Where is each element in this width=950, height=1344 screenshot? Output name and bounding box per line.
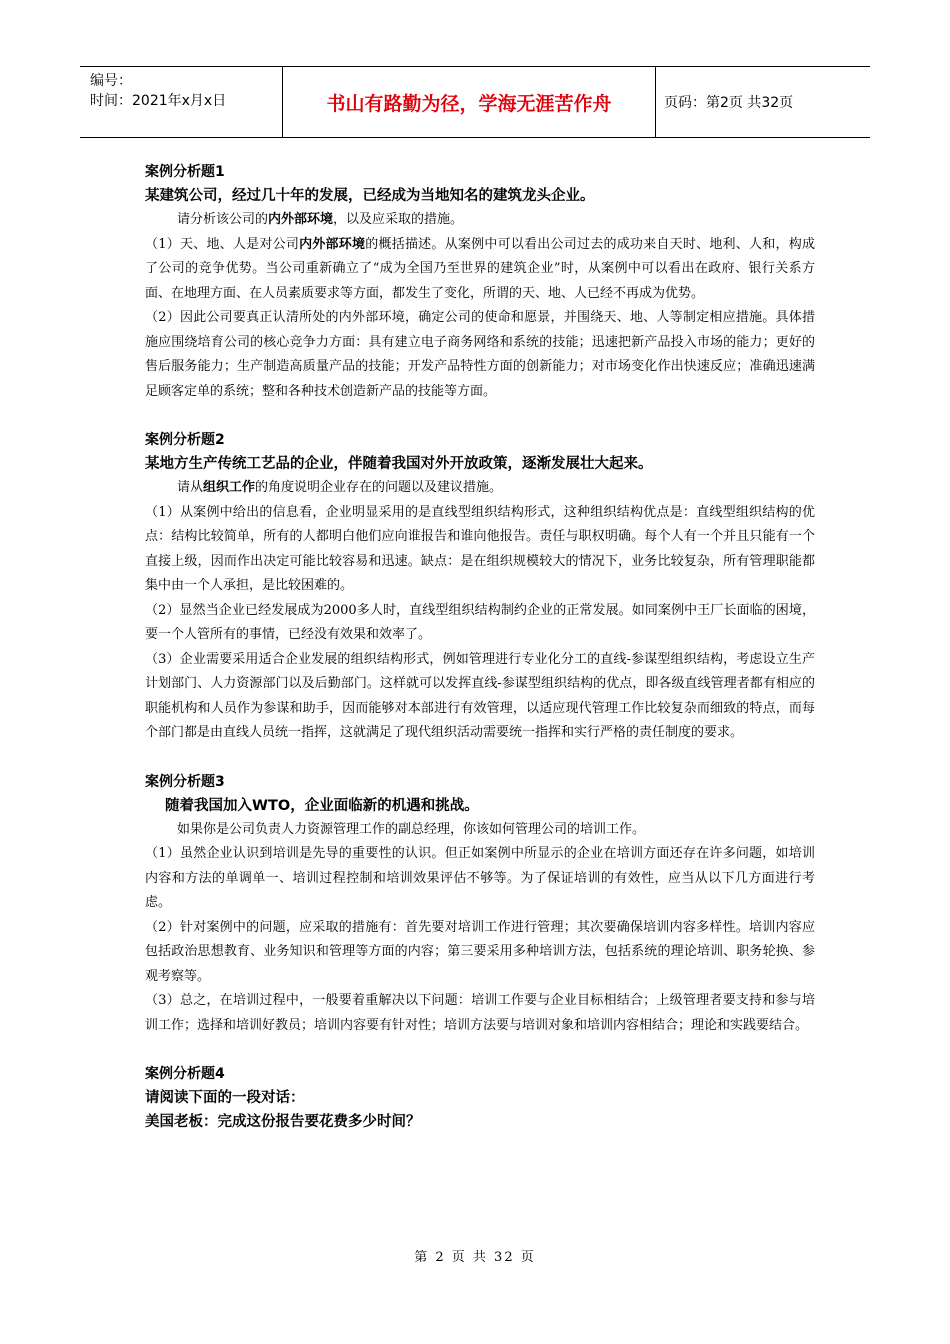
case-title: 案例分析题4 [145,1066,225,1082]
case-title: 案例分析题1 [145,164,225,180]
answer-paragraph: （1）从案例中给出的信息看，企业明显采用的是直线型组织结构形式，这种组织结构优点是：直线型组织结构的优点：结构比较简单，所有的人都明白他们应向谁报告和谁向他报告。责任与职权明确。每个人有一个并且只能有一个直接上级，因而作出决定可能比较容易和迅速。缺点：是在组织规模较大的情况下，业务比较复杂，所有管理职能都集中由一个人承担，是比较困难的。 [145,504,815,593]
question-keyword: 内外部环境 [268,212,334,227]
question-text: 的角度说明企业存在的问题以及建议措施。 [255,480,503,495]
question-text: ，以及应采取的措施。 [333,212,464,227]
header-page-number: 页码：第2页 共32页 [664,95,794,111]
case-title: 案例分析题3 [145,773,225,790]
case-section-2 [145,428,815,746]
answer-paragraph: （1）虽然企业认识到培训是先导的重要性的认识。但正如案例中所显示的企业在培训方面还存在许多问题，如培训内容和方法的单调单一、培训过程控制和培训效果评估不够等。为了保证培训的有效性，应当从以下几方面进行考虑。 [145,846,815,910]
answer-paragraph: （2）显然当企业已经发展成为2000多人时，直线型组织结构制约企业的正常发展。如同案例中王厂长面临的困境，要一个人管所有的事情，已经没有效果和效率了。 [145,602,815,642]
answer-keyword: 内外部环境 [299,236,366,252]
case-lead: 请阅读下面的一段对话： [145,1090,305,1106]
case-title: 案例分析题2 [145,432,225,448]
case-lead: 某建筑公司，经过几十年的发展，已经成为当地知名的建筑龙头企业。 [145,188,595,204]
dialogue-line: 美国老板：完成这份报告要花费多少时间？ [145,1114,421,1130]
answer-paragraph: （2）因此公司要真正认清所处的内外部环境，确定公司的使命和愿景，并围绕天、地、人等制定相应措施。具体措施应围绕培育公司的核心竞争力方面：具有建立电子商务网络和系统的技能；迅速把新产品投入市场的能力；更好的售后服务能力；生产制造高质量产品的技能；开发产品特性方面的创新能力；对市场变化作出快速反应；准确迅速满足顾客定单的系统；整和各种技术创造新产品的技能等方面。 [145,310,815,399]
answer-paragraph: （3）企业需要采用适合企业发展的组织结构形式，例如管理进行专业化分工的直线-参谋型组织结构，考虑设立生产计划部门、人力资源部门以及后勤部门。这样就可以发挥直线-参谋型组织结构的优点，即各级直线管理者都有相应的职能机构和人员作为参谋和助手，因而能够对本部进行有效管理，以适应现代管理工作比较复杂而细致的特点，而每个部门都是由直线人员统一指挥，这就满足了现代组织活动需要统一指挥和实行严格的责任制度的要求。 [145,651,815,740]
case-section-1 [145,160,815,404]
document-time-label: 时间：2021年x月x日 [90,93,227,109]
question-text: 请分析该公司的 [177,212,269,227]
header-meta [80,67,282,137]
document-body [145,160,815,1134]
page-header [80,66,870,138]
page-footer: 第 2 页 共 32 页 [414,1250,536,1265]
header-motto: 书山有路勤为径，学海无涯苦作舟 [282,67,656,137]
answer-text: 的概括描述。从案例中可以看出公司过去的成功来自天时、地利、人和，构成了公司的竞争优势。当公司重新确立了“成为全国乃至世界的建筑企业”时，从案例中可以看出在政府、银行关系方面、在地理方面、在人员素质要求等方面，都发生了变化，所谓的天、地、人已经不再成为优势。 [145,236,815,301]
case-question [145,476,815,501]
case-section-4 [145,1062,815,1134]
answer-paragraph [145,233,815,307]
answer-paragraph: （2）针对案例中的问题，应采取的措施有：首先要对培训工作进行管理；其次要确保培训内容多样性。培训内容应包括政治思想教育、业务知识和管理等方面的内容；第三要采用多种培训方法，包括系统的理论培训、职务轮换、参观考察等。 [145,919,815,984]
document-number-label: 编号： [90,73,132,89]
answer-paragraph: （3）总之，在培训过程中，一般要着重解决以下问题：培训工作要与企业目标相结合；上级管理者要支持和参与培训工作；选择和培训好教员；培训内容要有针对性；培训方法要与培训对象和培训内容相结合；理论和实践要结合。 [145,993,815,1033]
case-question: 如果你是公司负责人力资源管理工作的副总经理，你该如何管理公司的培训工作。 [177,821,646,837]
question-text: 请从 [177,480,204,495]
case-question [145,208,815,233]
case-section-3 [145,770,815,1039]
question-keyword: 组织工作 [203,480,256,495]
case-lead: 某地方生产传统工艺品的企业，伴随着我国对外开放政策，逐渐发展壮大起来。 [145,456,653,472]
case-lead: 随着我国加入WTO，企业面临新的机遇和挑战。 [165,797,479,814]
answer-text: （1）天、地、人是对公司 [145,236,300,252]
